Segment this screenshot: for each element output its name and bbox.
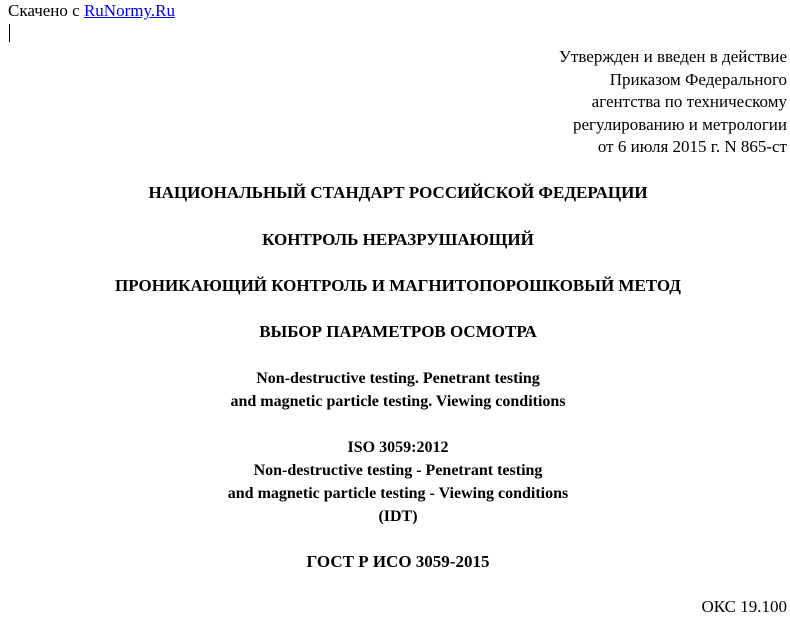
approval-line: от 6 июля 2015 г. N 865-ст [597,137,787,156]
gost-designation: ГОСТ Р ИСО 3059-2015 [306,552,490,571]
title-sub-heading: ВЫБОР ПАРАМЕТРОВ ОСМОТРА [259,322,537,341]
source-prefix: Скачено с [8,1,84,20]
iso-code: ISO 3059:2012 [347,439,449,456]
approval-line: Утвержден и введен в действие [558,47,787,66]
iso-title-line-1: Non-destructive testing - Penetrant testing [253,462,543,479]
standard-type-heading: НАЦИОНАЛЬНЫЙ СТАНДАРТ РОССИЙСКОЙ ФЕДЕРАЦИИ [148,183,648,202]
approval-block [559,46,787,159]
english-title-line-1: Non-destructive testing. Penetrant testing [256,370,540,387]
iso-title-line-2: and magnetic particle testing - Viewing conditions [227,485,569,502]
source-line [8,1,175,21]
source-link[interactable]: RuNormy.Ru [83,1,175,20]
title-part-heading: ПРОНИКАЮЩИЙ КОНТРОЛЬ И МАГНИТОПОРОШКОВЫЙ МЕТОД [114,276,681,295]
iso-identity: (IDT) [378,508,418,525]
title-main-heading: КОНТРОЛЬ НЕРАЗРУШАЮЩИЙ [262,230,534,249]
english-title-line-2: and magnetic particle testing. Viewing conditions [230,393,566,410]
okc-code: ОКС 19.100 [701,597,787,616]
approval-line: регулированию и метрологии [572,114,787,134]
text-caret [9,24,10,42]
approval-line: Приказом Федерального [609,69,787,89]
approval-line: агентства по техническому [591,92,787,111]
